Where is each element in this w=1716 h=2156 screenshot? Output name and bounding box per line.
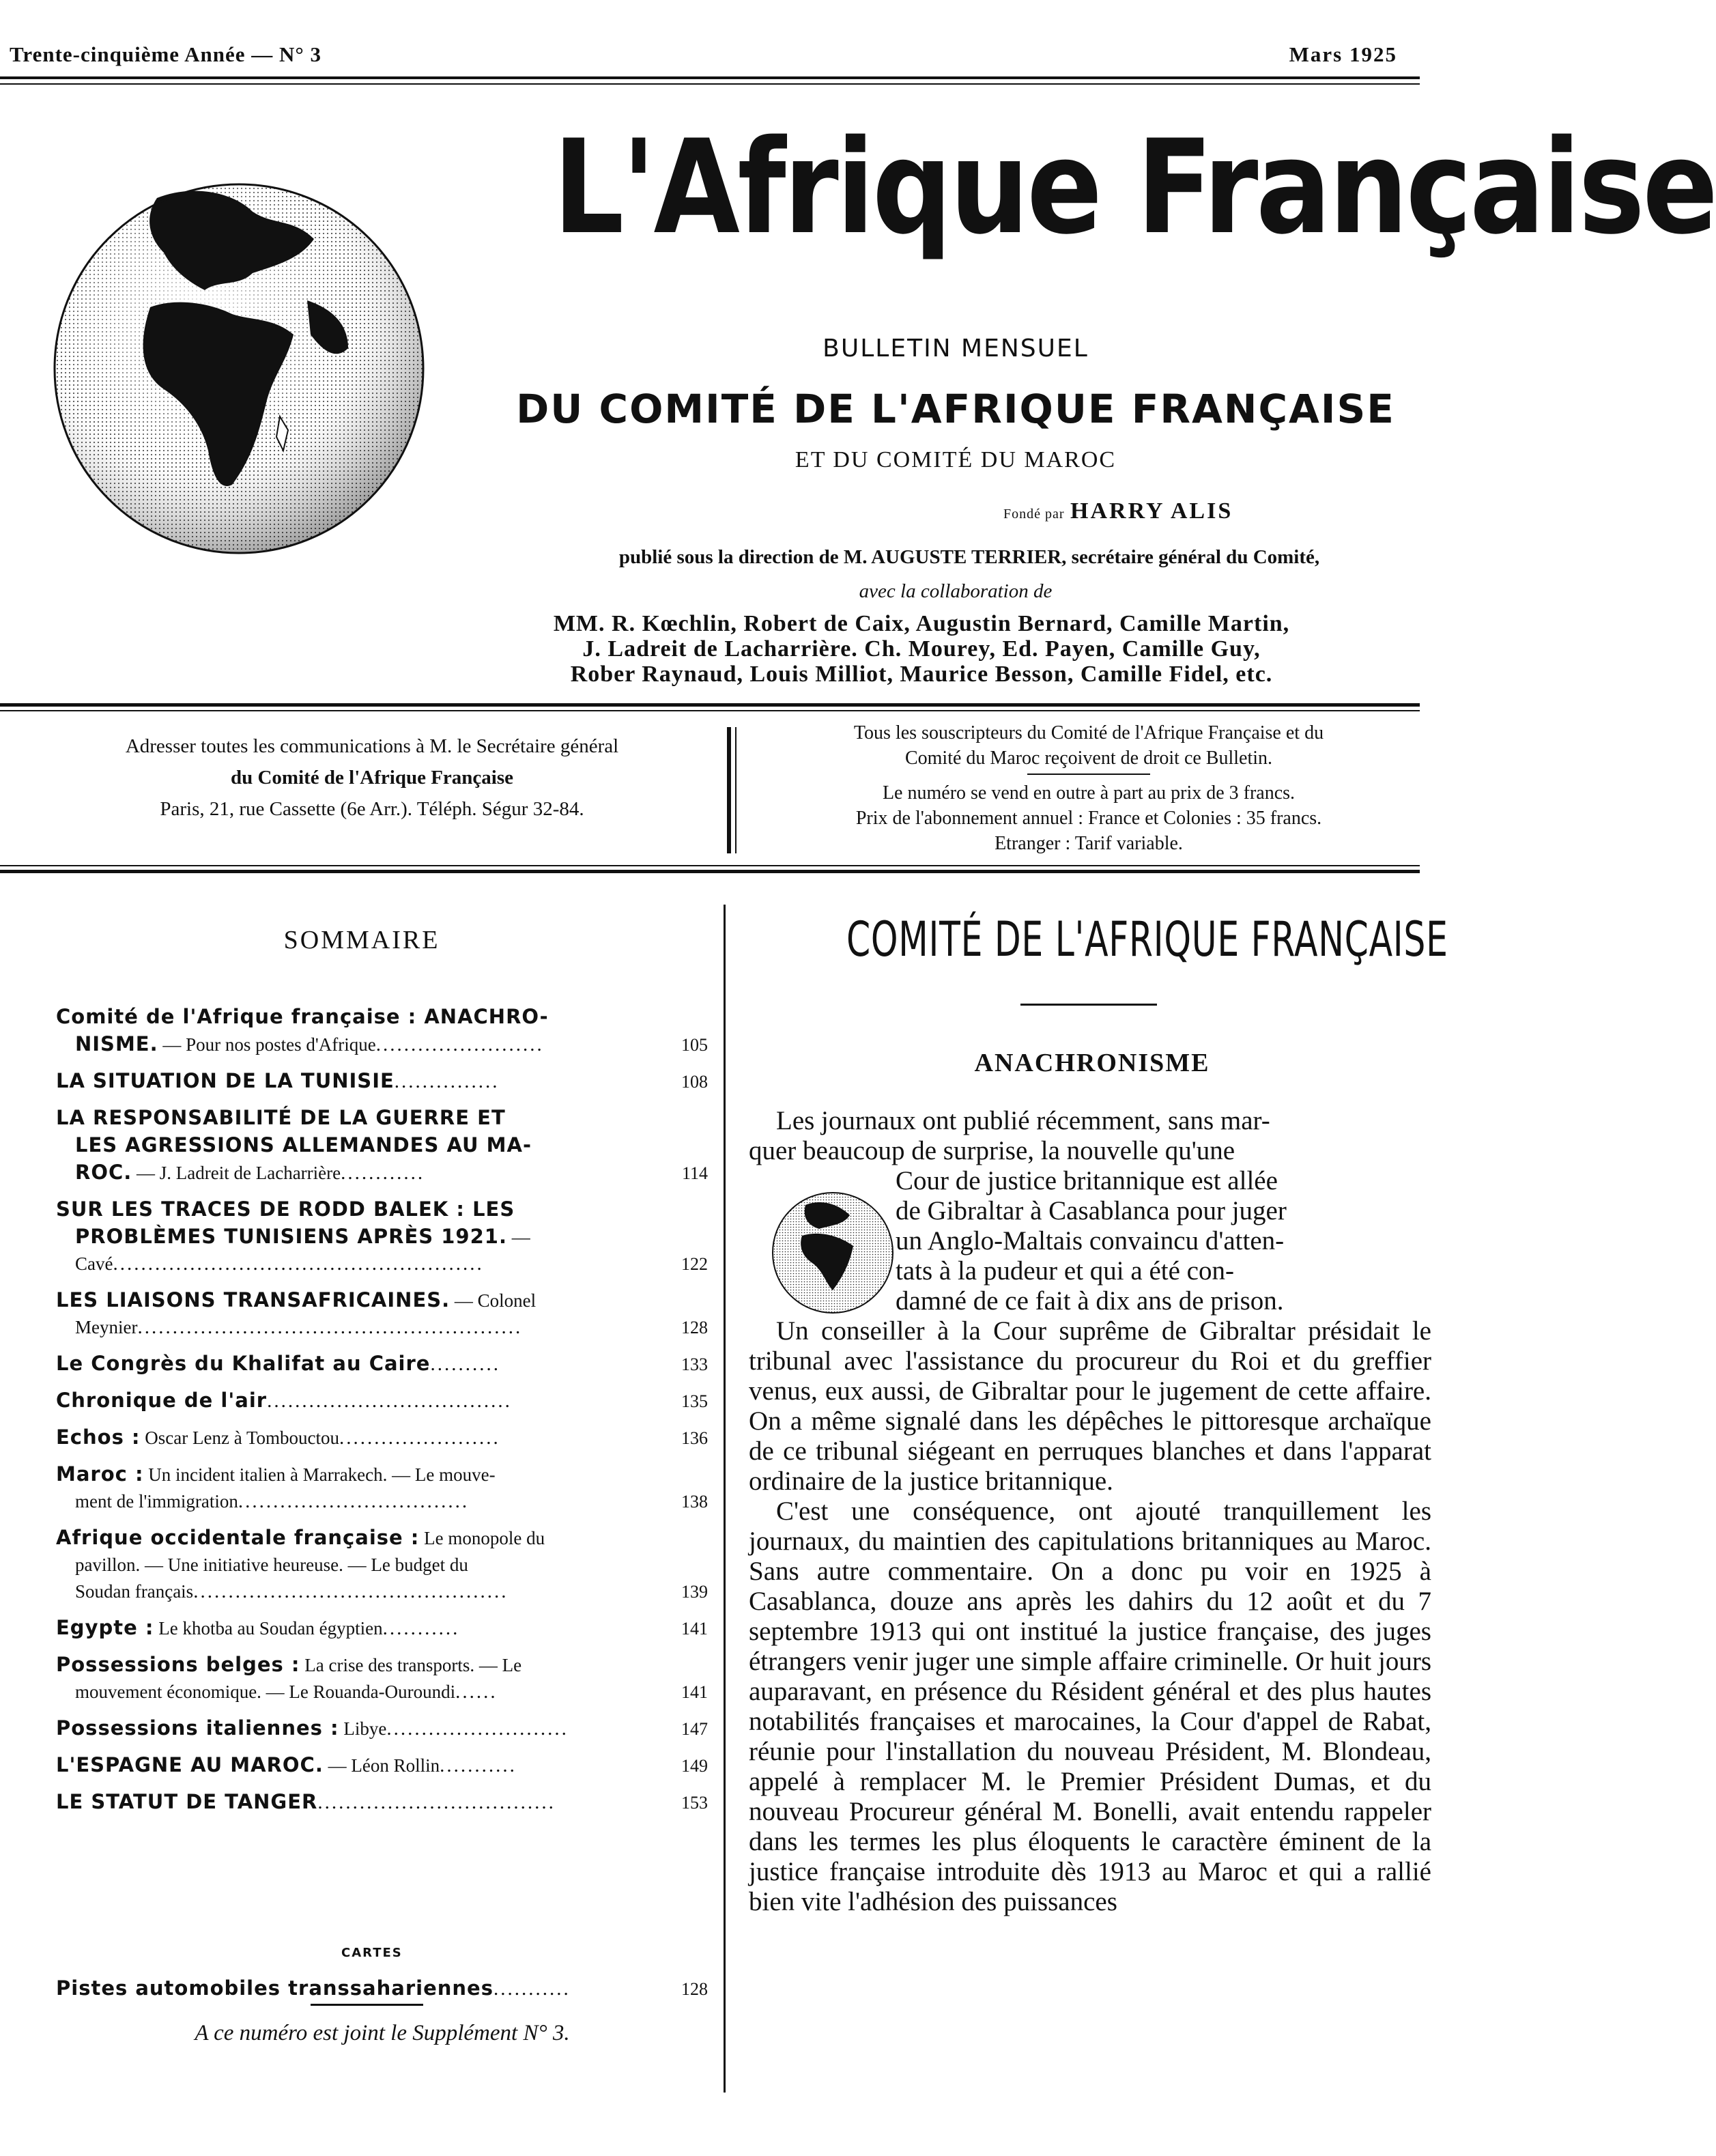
toc-entry-subtitle-end: Soudan français	[75, 1581, 194, 1602]
info-divider-thin	[735, 727, 737, 853]
globe-illustration	[48, 171, 430, 567]
supplement-note: A ce numéro est joint le Supplément N° 3.	[195, 2021, 570, 2045]
toc-entry-title: Afrique occidentale française :	[56, 1526, 420, 1549]
info-rule-top-thin	[0, 710, 1420, 711]
toc-entry-title: Egypte :	[56, 1616, 154, 1639]
bulletin-label: BULLETIN MENSUEL	[823, 335, 1089, 363]
issue-number: Trente-cinquième Année — N° 3	[10, 42, 321, 66]
article-wrap-line: quer beaucoup de surprise, la nouvelle qu'une	[749, 1136, 1235, 1165]
toc-entry: Le Congrès du Khalifat au Caire.......... 133	[56, 1350, 708, 1378]
toc-entry-dash: —	[506, 1227, 530, 1247]
toc-entry-subtitle: Un incident italien à Marrakech. — Le mouve-	[143, 1464, 496, 1485]
toc-entry: Possessions italiennes : Libye.......................... 147	[56, 1715, 708, 1742]
toc-entry-title: LES LIAISONS TRANSAFRICAINES.	[56, 1288, 451, 1311]
address-block	[55, 731, 689, 825]
toc-entry: Possessions belges : La crise des transports. — Le mouvement économique. — Le Rouanda-Ouroundi...... 141	[56, 1651, 708, 1705]
toc-entry-title: Echos :	[56, 1425, 141, 1449]
toc-entry-author: — J. Ladreit de Lacharrière	[132, 1163, 341, 1183]
subscription-line-2: Comité du Maroc reçoivent de droit ce Bulletin.	[904, 748, 1273, 769]
toc-page-number: 138	[681, 1492, 708, 1512]
section-heading-rule	[1020, 1004, 1157, 1006]
article-body	[749, 1106, 1431, 1917]
toc-page-number: 105	[681, 1035, 708, 1055]
toc-entry-subtitle: Le monopole du	[419, 1528, 545, 1548]
info-divider-thick	[727, 727, 731, 853]
column-divider	[724, 905, 726, 2093]
toc-entry-subtitle-cont: ment de l'immigration	[75, 1491, 238, 1512]
collaborators-line-1: MM. R. Kœchlin, Robert de Caix, Augustin Bernard, Camille Martin,	[553, 611, 1290, 636]
subscription-line-5: Etranger : Tarif variable.	[995, 833, 1183, 854]
subscription-line-4: Prix de l'abonnement annuel : France et Colonies : 35 francs.	[855, 808, 1322, 829]
toc-entry: Egypte : Le khotba au Soudan égyptien........... 141	[56, 1615, 708, 1642]
article-paragraph: C'est une conséquence, ont ajouté tranquillement les journaux, du maintien des capitulations britanniques au Maroc. Sans autre commentaire. On a donc pu voir en 1925 à Casablanca, douze ans après les dahirs du 12 août et du 7 septembre 1913 qui ont institué la justice française, des juges étrangers venir juger une simple affaire criminelle. Or huit jours auparavant, en présence du Résident général et des plus hautes notabilités françaises et marocaines, la Cour d'appel de Rabat, réunie pour l'installation du nouveau Président, M. Blondeau, appelé à remplacer M. le Premier Président Dumas, et du nouveau Procureur général M. Bonelli, avait entendu rappeler dans les termes les plus éloquents le caractère éminent de la justice française introduite dès 1913 au Maroc et qui a rallié bien vite l'adhésion des puissances	[749, 1497, 1431, 1916]
toc-entry-subtitle: — Pour nos postes d'Afrique	[158, 1034, 376, 1055]
toc-page-number: 114	[681, 1163, 708, 1183]
top-rule-thin	[0, 83, 1420, 85]
toc-entry: Comité de l'Afrique française : ANACHRO- NISME. — Pour nos postes d'Afrique........................ 105	[56, 1004, 708, 1058]
section-heading: COMITÉ DE L'AFRIQUE FRANÇAISE	[846, 911, 1448, 967]
toc-entry: Afrique occidentale française : Le monopole du pavillon. — Une initiative heureuse. — Le budget du Soudan français............................................. 139	[56, 1524, 708, 1605]
toc-entry: Maroc : Un incident italien à Marrakech. — Le mouve- ment de l'immigration................................. 138	[56, 1461, 708, 1515]
toc-page-number: 153	[681, 1793, 708, 1813]
masthead-title: L'Afrique Française	[553, 112, 1716, 263]
toc-entry: Chronique de l'air................................... 135	[56, 1387, 708, 1415]
toc-entry: LA RESPONSABILITÉ DE LA GUERRE ET LES AGRESSIONS ALLEMANDES AU MA- ROC. — J. Ladreit de Lacharrière............ 114	[56, 1105, 708, 1187]
toc-entry-subtitle: Le khotba au Soudan égyptien	[154, 1618, 383, 1639]
subscription-block	[744, 720, 1433, 856]
issue-date: Mars 1925	[1289, 42, 1397, 66]
article-wrap-line: Cour de justice britannique est allée	[896, 1166, 1278, 1195]
toc-entry: LA SITUATION DE LA TUNISIE............... 108	[56, 1068, 708, 1095]
table-of-contents	[56, 1004, 708, 1826]
subscription-line-1: Tous les souscripteurs du Comité de l'Afrique Française et du	[853, 722, 1324, 743]
toc-entry-author: Meynier	[75, 1317, 138, 1337]
toc-page-number: 149	[681, 1756, 708, 1776]
toc-entry-title: Chronique de l'air	[56, 1389, 268, 1412]
toc-entry-title: Possessions belges :	[56, 1653, 300, 1676]
toc-entry-subtitle-cont: mouvement économique. — Le Rouanda-Ouroundi	[75, 1682, 456, 1702]
article-wrap-line: de Gibraltar à Casablanca pour juger	[896, 1196, 1287, 1225]
collaborators-line-2: J. Ladreit de Lacharrière. Ch. Mourey, Ed. Payen, Camille Guy,	[582, 636, 1261, 662]
committee-title: DU COMITÉ DE L'AFRIQUE FRANÇAISE	[516, 386, 1395, 432]
toc-page-number: 133	[681, 1354, 708, 1374]
toc-entry-title-cont: ROC.	[75, 1161, 132, 1184]
info-rule-top	[0, 703, 1420, 707]
toc-page-number: 147	[681, 1719, 708, 1739]
toc-entry-title: Possessions italiennes :	[56, 1716, 339, 1740]
toc-entry-title-cont: PROBLÈMES TUNISIENS APRÈS 1921.	[75, 1225, 507, 1248]
toc-page-number: 139	[681, 1582, 708, 1602]
toc-entry-author: — Léon Rollin	[323, 1755, 440, 1776]
founded-prefix: Fondé par	[1003, 507, 1065, 522]
cartes-label: CARTES	[341, 1946, 403, 1960]
cartes-entry: Pistes automobiles transsahariennes........... 128	[56, 1975, 708, 2002]
article-wrap-line: un Anglo-Maltais convaincu d'atten-	[896, 1226, 1285, 1256]
address-line-1: Adresser toutes les communications à M. le Secrétaire général	[125, 735, 619, 757]
toc-page-number: 141	[681, 1619, 708, 1639]
toc-entry-title: LE STATUT DE TANGER	[56, 1790, 318, 1813]
collaboration-line: avec la collaboration de	[859, 580, 1053, 602]
toc-page-number: 122	[681, 1254, 708, 1274]
toc-entry: SUR LES TRACES DE RODD BALEK : LES PROBLÈMES TUNISIENS APRÈS 1921. — Cavé..................................................... 122	[56, 1196, 708, 1277]
toc-entry: L'ESPAGNE AU MAROC. — Léon Rollin........... 149	[56, 1752, 708, 1779]
cartes-entry-title: Pistes automobiles transsahariennes	[56, 1976, 494, 2000]
toc-entry-title: SUR LES TRACES DE RODD BALEK : LES	[56, 1197, 515, 1221]
toc-entry-subtitle-cont: pavillon. — Une initiative heureuse. — Le budget du	[75, 1555, 468, 1575]
toc-page-number: 136	[681, 1428, 708, 1448]
info-rule-bottom-thin	[0, 865, 1420, 866]
article-paragraph: Un conseiller à la Cour suprême de Gibraltar présidait le tribunal avec l'assistance du procureur du Roi et du greffier venus, eux aussi, de Gibraltar pour le jugement de cette affaire. On a même signalé dans les dépêches le pittoresque archaïque de ce tribunal siégeant en perruques blanches et dans l'apparat ordinaire de la justice britannique.	[749, 1316, 1431, 1496]
committee-subtitle: ET DU COMITÉ DU MAROC	[795, 447, 1117, 472]
direction-line: publié sous la direction de M. AUGUSTE TERRIER, secrétaire général du Comité,	[618, 546, 1320, 568]
article-wrap-line: tats à la pudeur et qui a été con-	[896, 1256, 1234, 1286]
address-line-3: Paris, 21, rue Cassette (6e Arr.). Téléph. Ségur 32-84.	[160, 798, 584, 820]
info-rule-bottom	[0, 870, 1420, 873]
toc-page-number: 128	[681, 1318, 708, 1337]
toc-entry-title-cont: NISME.	[75, 1032, 158, 1055]
toc-entry-author: Cavé	[75, 1253, 113, 1274]
sommaire-heading: SOMMAIRE	[283, 926, 440, 954]
article-first-line: Les journaux ont publié récemment, sans mar-	[776, 1106, 1270, 1135]
address-line-2: du Comité de l'Afrique Française	[230, 767, 513, 789]
toc-entry-title: Comité de l'Afrique française : ANACHRO-	[56, 1005, 549, 1028]
toc-entry-title: Le Congrès du Khalifat au Caire	[56, 1352, 431, 1375]
article-title: ANACHRONISME	[974, 1049, 1210, 1077]
toc-page-number: 135	[681, 1391, 708, 1411]
cartes-page-number: 128	[681, 1979, 708, 1999]
supplement-rule	[311, 2004, 423, 2006]
toc-entry-title: L'ESPAGNE AU MAROC.	[56, 1753, 324, 1776]
toc-entry-subtitle: Oscar Lenz à Tombouctou	[140, 1428, 340, 1448]
founder-line	[1003, 498, 1233, 524]
toc-entry-title: LA SITUATION DE LA TUNISIE	[56, 1069, 395, 1092]
toc-entry: Echos : Oscar Lenz à Tombouctou....................... 136	[56, 1424, 708, 1451]
top-rule	[0, 76, 1420, 79]
toc-entry: LE STATUT DE TANGER.................................. 153	[56, 1789, 708, 1816]
toc-entry-title: LA RESPONSABILITÉ DE LA GUERRE ET	[56, 1106, 506, 1129]
collaborators-line-3: Rober Raynaud, Louis Milliot, Maurice Besson, Camille Fidel, etc.	[570, 662, 1273, 687]
toc-entry-subtitle: Libye	[339, 1718, 387, 1739]
toc-entry: LES LIAISONS TRANSAFRICAINES. — Colonel Meynier....................................................... 128	[56, 1287, 708, 1341]
subscription-divider	[1027, 774, 1150, 775]
founder-name: HARRY ALIS	[1070, 498, 1233, 524]
toc-entry-author-prefix: — Colonel	[450, 1290, 537, 1311]
toc-entry-title: Maroc :	[56, 1462, 144, 1486]
subscription-line-3: Le numéro se vend en outre à part au prix de 3 francs.	[882, 782, 1296, 804]
toc-page-number: 141	[681, 1682, 708, 1702]
toc-page-number: 108	[681, 1072, 708, 1092]
toc-entry-title-cont: LES AGRESSIONS ALLEMANDES AU MA-	[75, 1133, 532, 1157]
article-wrap-line: damné de ce fait à dix ans de prison.	[896, 1286, 1284, 1316]
toc-entry-subtitle: La crise des transports. — Le	[300, 1655, 522, 1675]
